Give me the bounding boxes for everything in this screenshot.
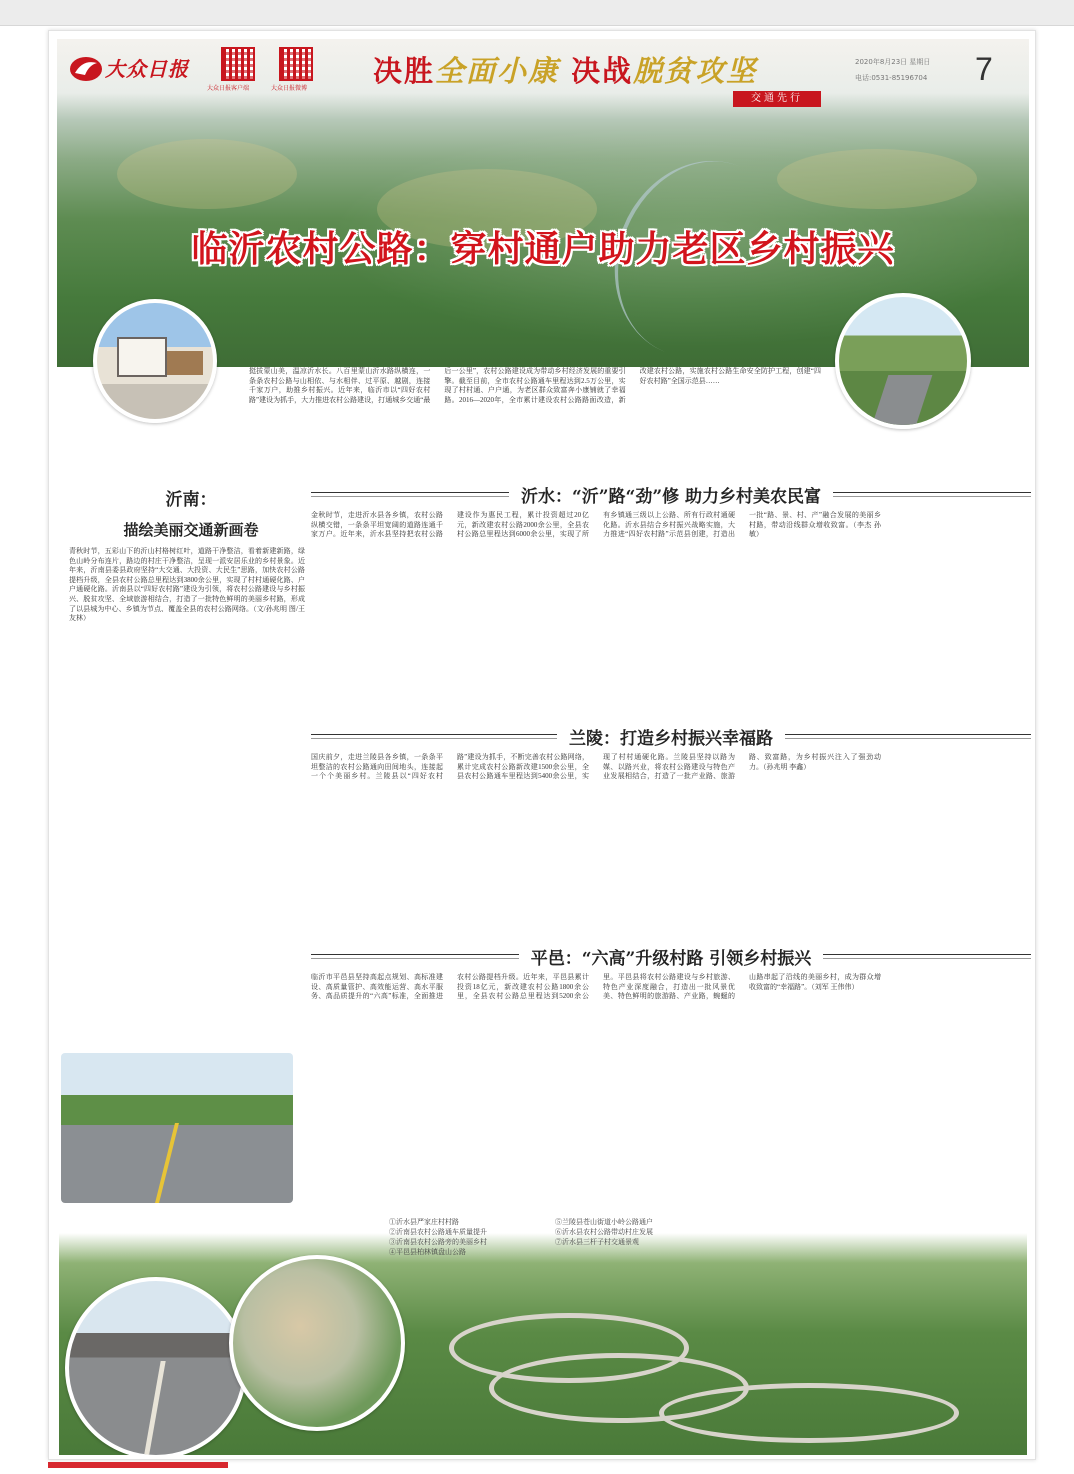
masthead <box>57 39 1029 104</box>
photo-caption: ④平邑县柏林镇盘山公路 <box>389 1248 466 1256</box>
slogan-part: 决战 <box>571 54 634 88</box>
slogan-part: 决胜 <box>373 54 436 88</box>
newspaper-logo-icon <box>69 55 103 83</box>
section-tag: 交通先行 <box>733 91 821 107</box>
slogan-calligraphy: 全面小康 <box>435 54 560 88</box>
hero-field-patch <box>117 139 297 209</box>
viewer-toolbar <box>0 0 1074 26</box>
lanling-section-heading <box>311 723 1031 749</box>
aerial-village-photo <box>229 1255 405 1431</box>
pingyi-title: 平邑：“六高”升级村路 引领乡村振兴 <box>530 948 812 969</box>
photo-caption: ⑦沂水县三杆子村交通景观 <box>555 1238 639 1246</box>
hero-field-patch <box>777 149 977 209</box>
village-road-photo <box>65 1277 247 1455</box>
yishui-title: 沂水：“沂”路“劲”修 助力乡村美农民富 <box>520 486 822 507</box>
pingyi-article: 临沂市平邑县坚持高起点规划、高标准建设、高质量管护、高效能运营、高水平服务、高品质提升的“六高”标准，全面推进农村公路提档升级。近年来，平邑县累计投资18亿元，新改建农村公路1800余公里，全县农村公路总里程达到5200余公里。平邑县将农村公路建设与乡村旅游、特色产业深度融合，打造出一批风景优美、特色鲜明的旅游路、产业路，蜿蜒的山路串起了沿线的美丽乡村，成为群众增收致富的“幸福路”。（刘军 王伟伟） <box>311 973 881 1001</box>
newspaper-name: 大众日报 <box>105 57 189 81</box>
footer-accent-bar <box>48 1462 228 1468</box>
photo-caption: ③沂南县农村公路旁的美丽乡村 <box>389 1238 487 1246</box>
yishui-section-heading <box>311 481 1031 507</box>
lanling-article: 国庆前夕，走进兰陵县各乡镇，一条条平坦整洁的农村公路通向田间地头，连接起一个个美丽乡村。兰陵县以“四好农村路”建设为抓手，不断完善农村公路网络，累计完成农村公路新改建1500余公里，全县农村公路通车里程达到5400余公里，实现了村村通硬化路。兰陵县坚持以路为媒、以路兴业，将农村公路建设与特色产业发展相结合，打造了一批产业路、旅游路、致富路，为乡村振兴注入了强劲动力。（孙兆明 李鑫） <box>311 753 881 781</box>
rural-road-photo <box>61 1053 293 1203</box>
qr-code-icon <box>279 47 313 81</box>
photo-caption: ①沂水县严家庄村村路 <box>389 1218 459 1226</box>
issue-date: 2020年8月23日 星期日 <box>855 58 931 66</box>
photo-caption: ⑤兰陵县苍山街道小岭公路通户 <box>555 1218 653 1226</box>
yinan-article: 青秋时节，五彩山下的沂山村格树红叶，道路干净整洁，看着新建新路，绿色山岭分布连片，路边的村庄干净整洁，呈现一派安居乐业的乡村景象。近年来，沂南县委县政府坚持“大交通、大投资、大民生”思路，加快农村公路提档升级，全县农村公路总里程达到3800余公里，实现了村村通硬化路、户户通硬化路。沂南县以“四好农村路”建设为引领，将农村公路建设与乡村振兴、脱贫攻坚、全域旅游相结合，打造了一批特色鲜明的美丽乡村路，形成了以县城为中心、乡镇为节点、覆盖全县的农村公路网络。（文/孙兆明 图/王友林） <box>69 547 305 623</box>
photo-caption: ②沂南县农村公路通车质量提升 <box>389 1228 487 1236</box>
pingyi-section-heading <box>311 943 1031 969</box>
newspaper-page <box>48 30 1036 1460</box>
intro-article: 挺拔蒙山美，温凉沂水长。八百里蒙山沂水路纵横连，一条条农村公路与山相依、与水相伴、过平原、越剧，连接千家万户，助推乡村振兴。近年来，临沂市以“四好农村路”建设为抓手，大力推进农村公路建设，打通城乡交通“最后一公里”，农村公路建设成为带动乡村经济发展的重要引擎。截至目前，全市农村公路通车里程达到2.5万公里，实现了村村通、户户通，为老区群众致富奔小康铺就了幸福路。2016—2020年，全市累计建设农村公路路面改造，新改建农村公路，实施农村公路生命安全防护工程，创建“四好农村路”全国示范县…… <box>249 367 821 404</box>
yinan-section-title <box>71 485 311 510</box>
lanling-title: 兰陵：打造乡村振兴幸福路 <box>569 728 773 749</box>
qr-caption: 大众日报微博 <box>271 85 308 92</box>
serpentine-road-curve <box>659 1383 959 1443</box>
photo-caption-list <box>389 1217 709 1257</box>
slogan <box>373 49 757 90</box>
yinan-subtitle: 描绘美丽交通新画卷 <box>123 521 259 539</box>
yishui-article: 金秋时节，走进沂水县各乡镇，农村公路纵横交错，一条条平坦宽阔的道路连通千家万户。近年来，沂水县坚持把农村公路建设作为惠民工程，累计投资超过20亿元，新改建农村公路2000余公里，全县农村公路总里程达到6000余公里，实现了所有乡镇通三级以上公路、所有行政村通硬化路。沂水县结合乡村振兴战略实施，大力推进“四好农村路”示范县创建，打造出一批“路、景、村、产”融合发展的美丽乡村路，带动沿线群众增收致富。（李杰 孙敏） <box>311 511 881 539</box>
slogan-calligraphy: 脱贫攻坚 <box>633 54 758 88</box>
editorial-phone: 电话:0531-85196704 <box>855 74 928 82</box>
mountain-road-photo <box>835 293 971 429</box>
page-number: 7 <box>975 51 993 87</box>
page-headline: 临沂农村公路：穿村通户助力老区乡村振兴 <box>191 229 895 270</box>
village-house-photo <box>93 299 217 423</box>
qr-code-icon <box>221 47 255 81</box>
photo-caption: ⑥沂水县农村公路带动村庄发展 <box>555 1228 653 1236</box>
serpentine-road-photo <box>59 1203 1027 1455</box>
qr-caption: 大众日报客户端 <box>207 85 250 92</box>
yinan-title: 沂南： <box>165 490 217 510</box>
